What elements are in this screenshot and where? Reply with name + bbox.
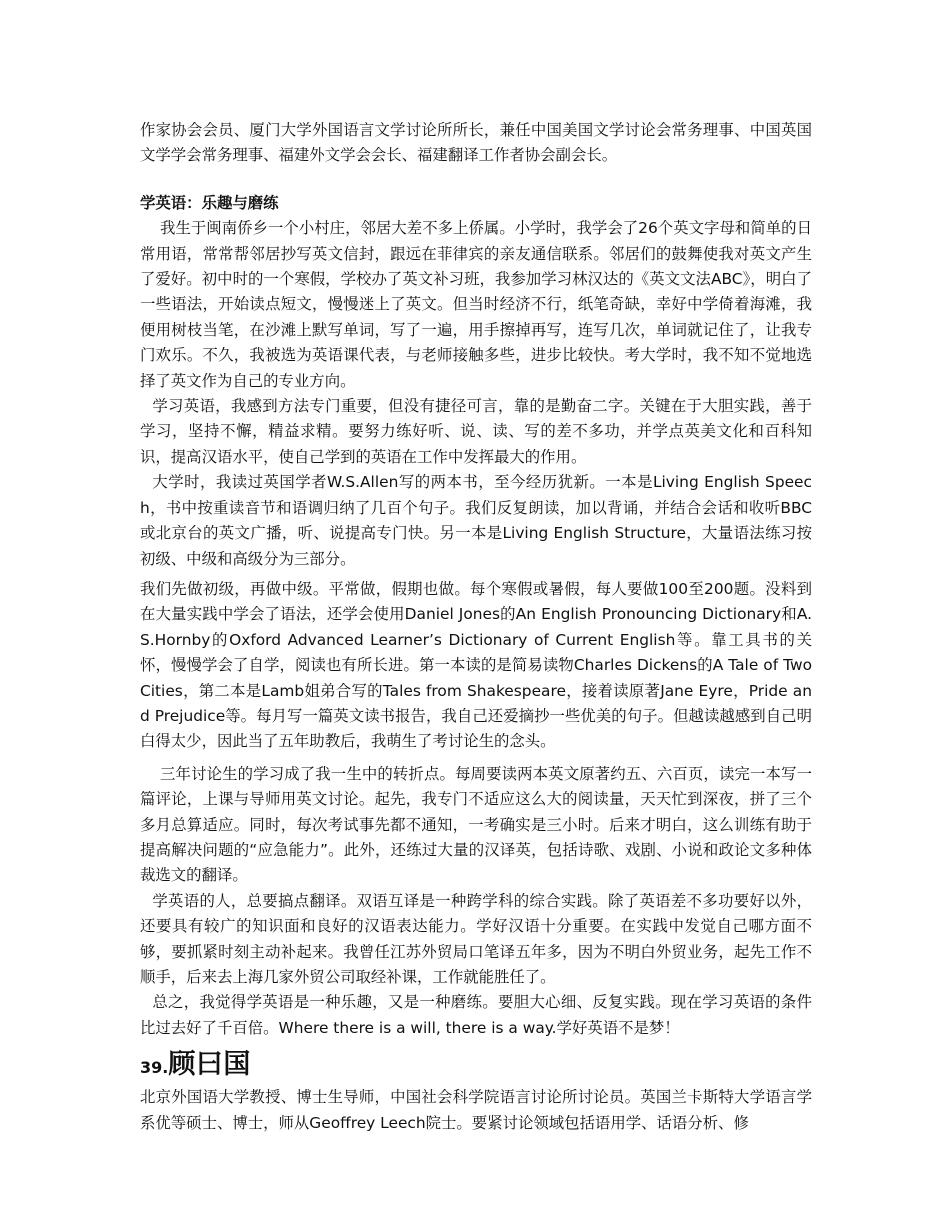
paragraph-graduate: 三年讨论生的学习成了我一生中的转折点。每周要读两本英文原著约五、六百页，读完一本写一篇评论，上课与导师用英文讨论。起先，我专门不适应这么大的阅读量，天天忙到深夜，拼了三个多月总算适应。同时，每次考试事先都不通知，一考确实是三小时。后来才明白，这么训练有助于提高解决问题的“应急能力”。此外，还练过大量的汉译英，包括诗歌、戏剧、小说和政论文多种体裁选文的翻译。 <box>140 764 812 885</box>
paragraph-practice: 我们先做初级，再做中级。平常做，假期也做。每个寒假或暑假，每人要做100至200题。没料到在大量实践中学会了语法，还学会使用Daniel Jones的An English Pronouncing Dictionary和A.S.Hornby的Oxford Advanced Learner’s Dictionary of Current English等。靠工具书的关怀，慢慢学会了自学，阅读也有所长进。第一本读的是简易读物Charles Dickens的A Tale of Two Cities，第二本是Lamb姐弟合写的Tales from Shakespeare，接着读原著Jane Eyre，Pride and Prejudice等。每月写一篇英文读书报告，我自己还爱摘抄一些优美的句子。但越读越感到自己明白得太少，因此当了五年助教后，我萌生了考讨论生的念头。 <box>140 579 812 751</box>
paragraph-conclusion: 总之，我觉得学英语是一种乐趣，又是一种磨练。要胆大心细、反复实践。现在学习英语的条件比过去好了千百倍。Where there is a will, there is a way.学好英语不是梦！ <box>140 993 812 1037</box>
paragraph-childhood: 我生于闽南侨乡一个小村庄，邻居大差不多上侨属。小学时，我学会了26个英文字母和简单的日常用语，常常帮邻居抄写英文信封，跟远在菲律宾的亲友通信联系。邻居们的鼓舞使我对英文产生了爱好。初中时的一个寒假，学校办了英文补习班，我参加学习林汉达的《英文文法ABC》，明白了一些语法，开始读点短文，慢慢迷上了英文。但当时经济不行，纸笔奇缺，幸好中学倚着海滩，我便用树枝当笔，在沙滩上默写单词，写了一遍，用手擦掉再写，连写几次，单词就记住了，让我专门欢乐。不久，我被选为英语课代表，与老师接触多些，进步比较快。考大学时，我不知不觉地选择了英文作为自己的专业方向。 <box>140 219 812 390</box>
paragraph-method: 学习英语，我感到方法专门重要，但没有捷径可言，靠的是勤奋二字。关键在于大胆实践，善于学习，坚持不懈，精益求精。要努力练好听、说、读、写的差不多功，并学点英美文化和百科知识，提高汉语水平，使自己学到的英语在工作中发挥最大的作用。 <box>140 397 812 466</box>
paragraph-university: 大学时，我读过英国学者W.S.Allen写的两本书，至今经历犹新。一本是Living English Speech，书中按重读音节和语调归纳了几百个句子。我们反复朗读，加以背诵，并结合会话和收听BBC或北京台的英文广播，听、说提高专门快。另一本是Living English Structure，大量语法练习按初级、中级和高级分为三部分。 <box>140 473 812 568</box>
paragraph-translation: 学英语的人，总要搞点翻译。双语互译是一种跨学科的综合实践。除了英语差不多功要好以外，还要具有较广的知识面和良好的汉语表达能力。学好汉语十分重要。在实践中发觉自己哪方面不够，要抓紧时刻主动补起来。我曾任江苏外贸局口笔译五年多，因为不明白外贸业务，起先工作不顺手，后来去上海几家外贸公司取经补课，工作就能胜任了。 <box>140 891 812 986</box>
person-bio-paragraph: 北京外国语大学教授、博士生导师，中国社会科学院语言讨论所讨论员。英国兰卡斯特大学语言学系优等硕士、博士，师从Geoffrey Leech院士。要紧讨论领域包括语用学、话语分析、修 <box>140 1088 812 1132</box>
person-name: 顾曰国 <box>168 1049 251 1081</box>
person-heading <box>140 1045 812 1085</box>
person-number: 39. <box>140 1058 169 1078</box>
document-page <box>140 118 812 1136</box>
section-heading: 学英语：乐趣与磨练 <box>140 193 279 212</box>
intro-paragraph: 作家协会会员、厦门大学外国语言文学讨论所所长，兼任中国美国文学讨论会常务理事、中国英国文学学会常务理事、福建外文学会会长、福建翻译工作者协会副会长。 <box>140 121 812 165</box>
